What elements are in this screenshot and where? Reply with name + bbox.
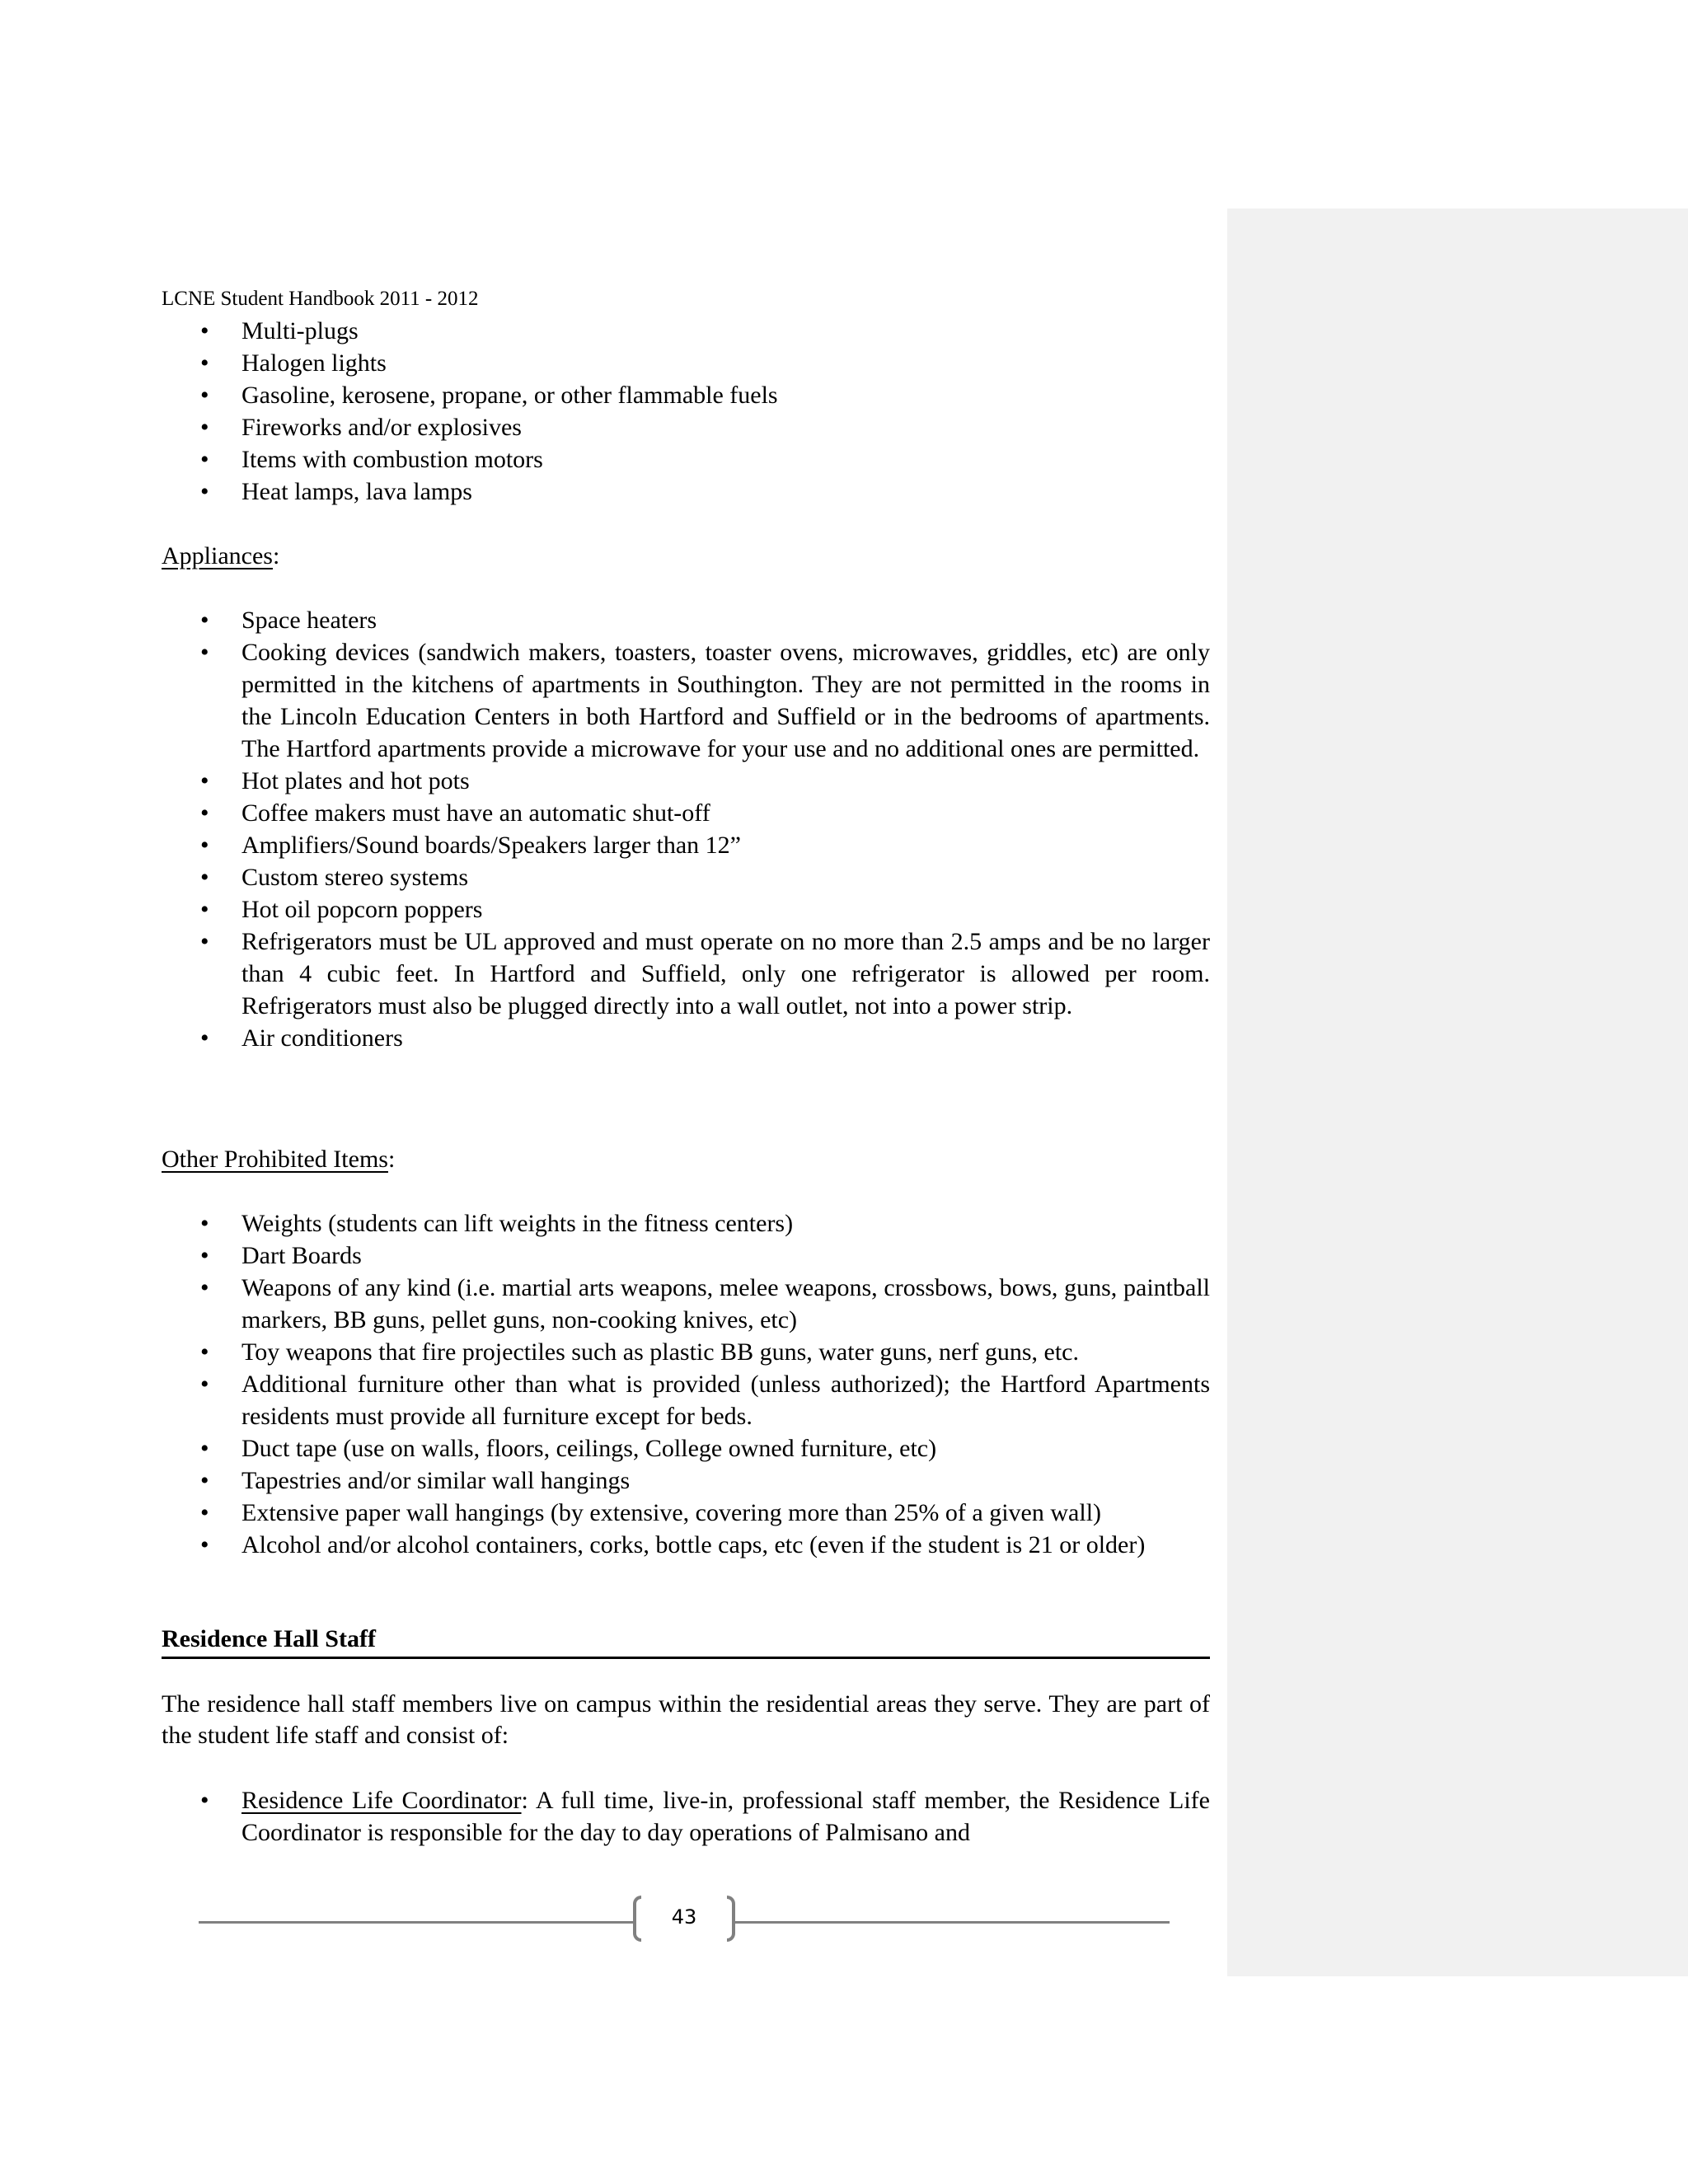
running-header: LCNE Student Handbook 2011 - 2012 (162, 288, 479, 310)
bullet-glyph: • (200, 1531, 209, 1558)
staff-list (162, 1784, 1210, 1849)
list-item: • Extensive paper wall hangings (by extensive, covering more than 25% of a given wall) (162, 1497, 1210, 1529)
bullet-glyph: • (200, 799, 209, 827)
bullet-glyph: • (200, 1499, 209, 1526)
list-item: • Dart Boards (162, 1240, 1210, 1272)
bullet-glyph: • (200, 1274, 209, 1301)
list-item: • Cooking devices (sandwich makers, toasters, toaster ovens, microwaves, griddles, etc) are only permitted in the kitchens of apartments in Southington. They are not permitted in the rooms in the Lincoln Education Centers in both Hartford and Suffield or in the bedrooms of apartments. The Hartford apartments provide a microwave for your use and no additional ones are permitted. (162, 636, 1210, 765)
bullet-glyph: • (200, 1338, 209, 1366)
left-brace-icon (633, 1896, 641, 1942)
bullet-glyph: • (200, 639, 209, 666)
list-item: • Residence Life Coordinator: A full time, live-in, professional staff member, the Residence Life Coordinator is responsible for the day to day operations of Palmisano and (162, 1784, 1210, 1849)
list-item: • Multi-plugs (162, 315, 1210, 347)
bullet-glyph: • (200, 446, 209, 473)
bullet-glyph: • (200, 1787, 209, 1814)
appliances-list (162, 604, 1210, 1054)
bullet-glyph: • (200, 1435, 209, 1462)
bullet-glyph: • (200, 832, 209, 859)
list-item: • Gasoline, kerosene, propane, or other flammable fuels (162, 379, 1210, 411)
list-item: • Hot plates and hot pots (162, 765, 1210, 797)
bullet-glyph: • (200, 1467, 209, 1494)
other-prohibited-label: Other Prohibited Items: (162, 1146, 396, 1173)
bullet-glyph: • (200, 1371, 209, 1398)
list-item: • Toy weapons that fire projectiles such as plastic BB guns, water guns, nerf guns, etc. (162, 1336, 1210, 1368)
list-item: • Alcohol and/or alcohol containers, corks, bottle caps, etc (even if the student is 21 or older) (162, 1529, 1210, 1561)
list-item: • Weapons of any kind (i.e. martial arts weapons, melee weapons, crossbows, bows, guns, paintball markers, BB guns, pellet guns, non-cooking knives, etc) (162, 1272, 1210, 1336)
list-item: • Duct tape (use on walls, floors, ceilings, College owned furniture, etc) (162, 1432, 1210, 1465)
list-item: • Tapestries and/or similar wall hangings (162, 1465, 1210, 1497)
list-item: • Space heaters (162, 604, 1210, 636)
list-item: • Fireworks and/or explosives (162, 411, 1210, 443)
footer-rule-left (199, 1921, 635, 1924)
other-prohibited-list (162, 1207, 1210, 1561)
list-item: • Halogen lights (162, 347, 1210, 379)
staff-intro-paragraph: The residence hall staff members live on campus within the residential areas they serve. They are part of the student life staff and consist of: (162, 1690, 1210, 1749)
list-item: • Weights (students can lift weights in the fitness centers) (162, 1207, 1210, 1240)
section-heading-residence-hall-staff: Residence Hall Staff (162, 1623, 1210, 1659)
bullet-glyph: • (200, 349, 209, 377)
prohibited-items-list-continued (162, 315, 1210, 508)
list-item: • Hot oil popcorn poppers (162, 893, 1210, 926)
list-item: • Items with combustion motors (162, 443, 1210, 476)
page-footer (199, 1896, 1170, 1945)
bullet-glyph: • (200, 382, 209, 409)
bullet-glyph: • (200, 767, 209, 794)
bullet-glyph: • (200, 896, 209, 923)
bullet-glyph: • (200, 414, 209, 441)
list-item: • Refrigerators must be UL approved and must operate on no more than 2.5 amps and be no larger than 4 cubic feet. In Hartford and Suffield, only one refrigerator is allowed per room. Refrigerators must also be plugged directly into a wall outlet, not into a power strip. (162, 926, 1210, 1022)
list-item: • Custom stereo systems (162, 861, 1210, 893)
list-item: • Amplifiers/Sound boards/Speakers larger than 12” (162, 829, 1210, 861)
list-item: • Additional furniture other than what is provided (unless authorized); the Hartford Apartments residents must provide all furniture except for beds. (162, 1368, 1210, 1432)
bullet-glyph: • (200, 317, 209, 344)
bullet-glyph: • (200, 1024, 209, 1052)
bullet-glyph: • (200, 1210, 209, 1237)
bullet-glyph: • (200, 864, 209, 891)
right-brace-icon (727, 1896, 735, 1942)
list-item: • Heat lamps, lava lamps (162, 476, 1210, 508)
staff-term: Residence Life Coordinator (241, 1787, 522, 1814)
bullet-glyph: • (200, 607, 209, 634)
page-number: 43 (671, 1905, 697, 1929)
appliances-label: Appliances: (162, 542, 280, 569)
bullet-glyph: • (200, 928, 209, 955)
comment-pane (1227, 209, 1688, 1976)
bullet-glyph: • (200, 1242, 209, 1269)
list-item: • Coffee makers must have an automatic shut-off (162, 797, 1210, 829)
list-item: • Air conditioners (162, 1022, 1210, 1054)
bullet-glyph: • (200, 478, 209, 505)
footer-rule-right (732, 1921, 1170, 1924)
